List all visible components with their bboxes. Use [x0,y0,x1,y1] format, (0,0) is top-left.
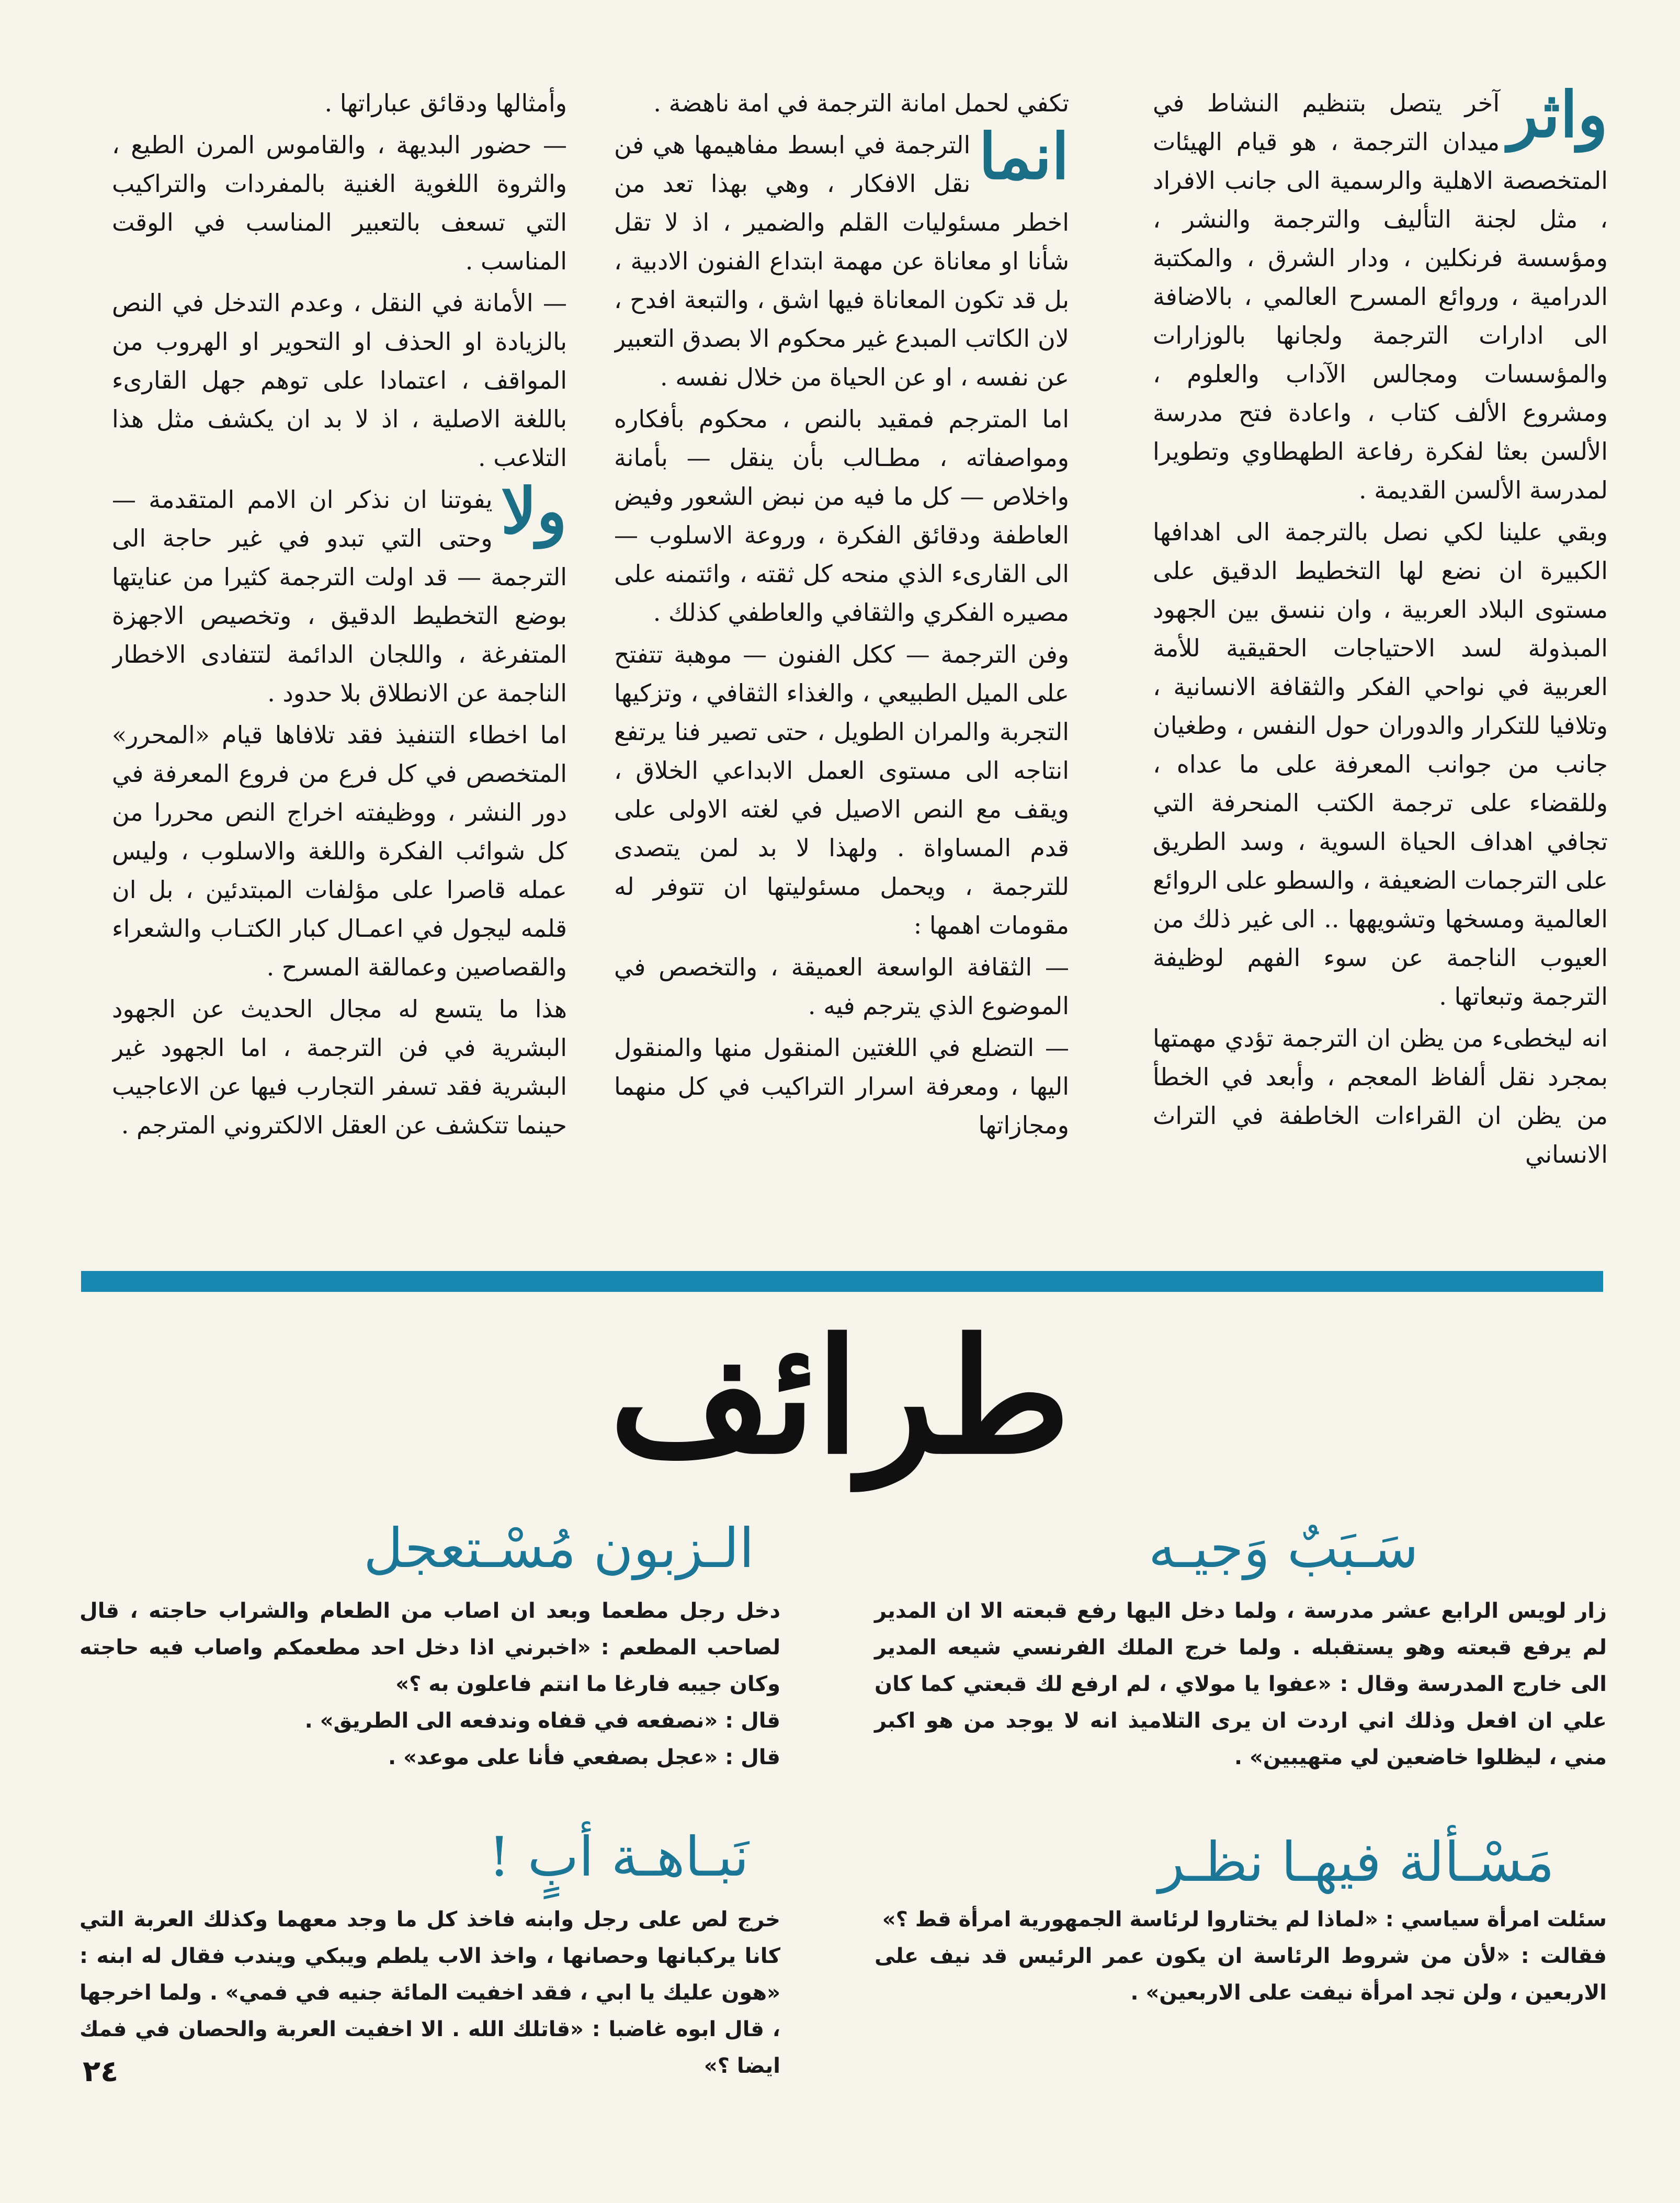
page-number: ٢٤ [83,2054,119,2088]
section-divider [81,1271,1603,1292]
anecdote-line: قال : «نصفعه في قفاه وندفعه الى الطريق» . [304,1709,780,1733]
column-2-paragraph: الترجمة في ابسط مفاهيمها هي فن نقل الافكار ، وهي بهذا تعد من اخطر مسئوليات القلم والضمير ، اذ لا تقل شأنا او معاناة عن مهمة ابتداع الفنون الادبية ، بل قد تكون المعاناة فيها اشق ، والتبعة افدح ، لان الكاتب المبدع غير محكوم الا بصدق التعبير عن نفسه ، او عن الحياة من خلال نفسه . [614,131,1069,391]
anecdote-line: زار لويس الرابع عشر مدرسة ، ولما دخل اليها رفع قبعته الا ان المدير لم يرفع قبعته وهو يستقبله . ولما خرج الملك الفرنسي شيعه المدير الى خارج المدرسة وقال : «عفوا يا مولاي ، لم ارفع لك قبعتي كما كان علي ان افعل وذلك اني اردت ان يرى التلاميذ انه لا يوجد من هو اكبر مني ، ليظلوا خاضعين لي متهيبين» . [875,1599,1607,1769]
column-1-paragraph: انه ليخطىء من يظن ان الترجمة تؤدي مهمتها بمجرد نقل ألفاظ المعجم ، وأبعد في الخطأ من يظن ان القراءات الخاطفة في التراث الانساني [1153,1024,1608,1168]
column-1-paragraph: وبقي علينا لكي نصل بالترجمة الى اهدافها الكبيرة ان نضع لها التخطيط الدقيق على مستوى البلاد العربية ، وان ننسق بين الجهود المبذولة لسد الاحتياجات الحقيقية للأمة العربية في نواحي الفكر والثقافة الانسانية ، وتلافيا للتكرار والدوران حول النفس ، وطغيان جانب من جوانب المعرفة على ما عداه ، وللقضاء على ترجمة الكتب المنحرفة التي تجافي اهداف الحياة السوية ، وسد الطريق على الترجمات الضعيفة ، والسطو على الروائع العالمية ومسخها وتشويهها .. الى غير ذلك من العيوب الناجمة عن سوء الفهم لوظيفة الترجمة وتبعاتها . [1153,518,1608,1010]
anecdote-body-question [875,1901,1607,2011]
anecdote-title-hurried-customer: الـزبون مُسْـتعجل [364,1516,754,1580]
column-3-paragraph: وأمثالها ودقائق عباراتها . [324,89,567,117]
anecdote-line: قال : «عجل بصفعي فأنا على موعد» . [388,1745,780,1769]
column-2-paragraph: تكفي لحمل امانة الترجمة في امة ناهضة . [653,89,1069,117]
column-3-paragraph: اما اخطاء التنفيذ فقد تلافاها قيام «المحرر» المتخصص في كل فرع من فروع المعرفة في دور النشر ، ووظيفته اخراج النص محررا من كل شوائب الفكرة واللغة والاسلوب ، وليس عمله قاصرا على مؤلفات المبتدئين ، بل ان قلمه ليجول في اعمـال كبار الكتـاب والشعراء والقصاصين وعمالقة المسرح . [112,721,567,981]
anecdote-body-father [80,1901,780,2084]
dropcap-2: انما [979,120,1069,194]
dropcap-1: واثر [1508,84,1608,152]
column-3-paragraph: هذا ما يتسع له مجال الحديث عن الجهود البشرية في فن الترجمة ، اما الجهود غير البشرية فقد تسفر التجارب فيها عن الاعاجيب حينما تتكشف عن العقل الالكتروني المترجم . [112,995,567,1139]
article-column-3 [112,84,567,1234]
article-column-1 [1153,84,1608,1234]
anecdote-body-hurried-customer [80,1593,780,1776]
dropcap-3: ولا [501,474,567,548]
column-3-paragraph: يفوتنا ان نذكر ان الامم المتقدمة — وحتى التي تبدو في غير حاجة الى الترجمة — قد اولت الترجمة كثيرا من عنايتها بوضع التخطيط الدقيق ، وتخصيص الاجهزة المتفرغة ، واللجان الدائمة لتتفادى الاخطار الناجمة عن الانطلاق بلا حدود . [112,485,567,707]
column-2-paragraph: وفن الترجمة — ككل الفنون — موهبة تتفتح على الميل الطبيعي ، والغذاء الثقافي ، وتزكيها التجربة والمران الطويل ، حتى تصير فنا يرتفع انتاجه الى مستوى العمل الابداعي الخلاق ، ويقف مع النص الاصيل في لغته الاولى على قدم المساواة . ولهذا لا بد لمن يتصدى للترجمة ، ويحمل مسئوليتها ان تتوفر له مقومات اهمها : [614,640,1069,939]
anecdote-body-reason [875,1593,1607,1776]
column-2-paragraph: اما المترجم فمقيد بالنص ، محكوم بأفكاره ومواصفاته ، مطـالب بأن ينقل — بأمانة واخلاص — كل ما فيه من نبض الشعور وفيض العاطفة ودقائق الفكرة ، وروعة الاسلوب — الى القارىء الذي منحه كل ثقته ، وائتمنه على مصيره الفكري والثقافي والعاطفي كذلك . [614,405,1069,627]
column-2-paragraph: — التضلع في اللغتين المنقول منها والمنقول اليها ، ومعرفة اسرار التراكيب في كل منهما ومجازاتها [614,1034,1069,1139]
anecdote-title-father: نَبـاهـة أبٍ ! [488,1825,749,1889]
anecdote-line: خرج لص على رجل وابنه فاخذ كل ما وجد معهما وكذلك العربة التي كانا يركبانها وحصانها ، واخذ الاب يلطم ويبكي ويندب فقال له ابنه : «هون عليك يا ابي ، فقد اخفيت المائة جنيه في فمي» . ولما اخرجها ، قال ابوه غاضبا : «قاتلك الله . الا اخفيت العربة والحصان في فمك ايضا ؟» [80,1907,780,2078]
anecdote-line: فقالت : «لأن من شروط الرئاسة ان يكون عمر الرئيس قد نيف على الاربعين ، ولن تجد امرأة نيفت على الاربعين» . [875,1944,1607,2005]
anecdote-line: سئلت امرأة سياسي : «لماذا لم يختاروا لرئاسة الجمهورية امرأة قط ؟» [882,1907,1607,1932]
anecdote-title-reason: سَـبَبٌ وَجيـه [1148,1516,1418,1580]
anecdote-title-question: مَسْـألة فيهـا نظـر [1158,1830,1554,1894]
anecdote-line: دخل رجل مطعما وبعد ان اصاب من الطعام والشراب حاجته ، قال لصاحب المطعم : «اخبرني اذا دخل احد مطعمكم واصاب فيه حاجته وكان جيبه فارغا ما انتم فاعلون به ؟» [80,1599,780,1696]
column-1-paragraph: آخر يتصل بتنظيم النشاط في ميدان الترجمة ، هو قيام الهيئات المتخصصة الاهلية والرسمية الى جانب الافراد ، مثل لجنة التأليف والترجمة والنشر ، ومؤسسة فرنكلين ، ودار الشرق ، والمكتبة الدرامية ، وروائع المسرح العالمي ، بالاضافة الى ادارات الترجمة ولجانها بالوزارات والمؤسسات ومجالس الآداب والعلوم ، ومشروع الألف كتاب ، واعادة فتح مدرسة الألسن بعثا لفكرة رفاعة الطهطاوي وتطويرا لمدرسة الألسن القديمة . [1153,89,1608,504]
column-3-paragraph: — الأمانة في النقل ، وعدم التدخل في النص بالزيادة او الحذف او التحوير او الهروب من المواقف ، اعتمادا على توهم جهل القارىء باللغة الاصلية ، اذ لا بد ان يكشف مثل هذا التلاعب . [112,289,567,472]
article-column-2 [614,84,1069,1234]
column-2-paragraph: — الثقافة الواسعة العميقة ، والتخصص في الموضوع الذي يترجم فيه . [614,953,1069,1020]
column-3-paragraph: — حضور البديهة ، والقاموس المرن الطيع ، والثروة اللغوية الغنية بالمفردات والتراكيب التي تسعف بالتعبير المناسب في الوقت المناسب . [112,131,567,275]
section-heading: طرائف [609,1304,1071,1489]
